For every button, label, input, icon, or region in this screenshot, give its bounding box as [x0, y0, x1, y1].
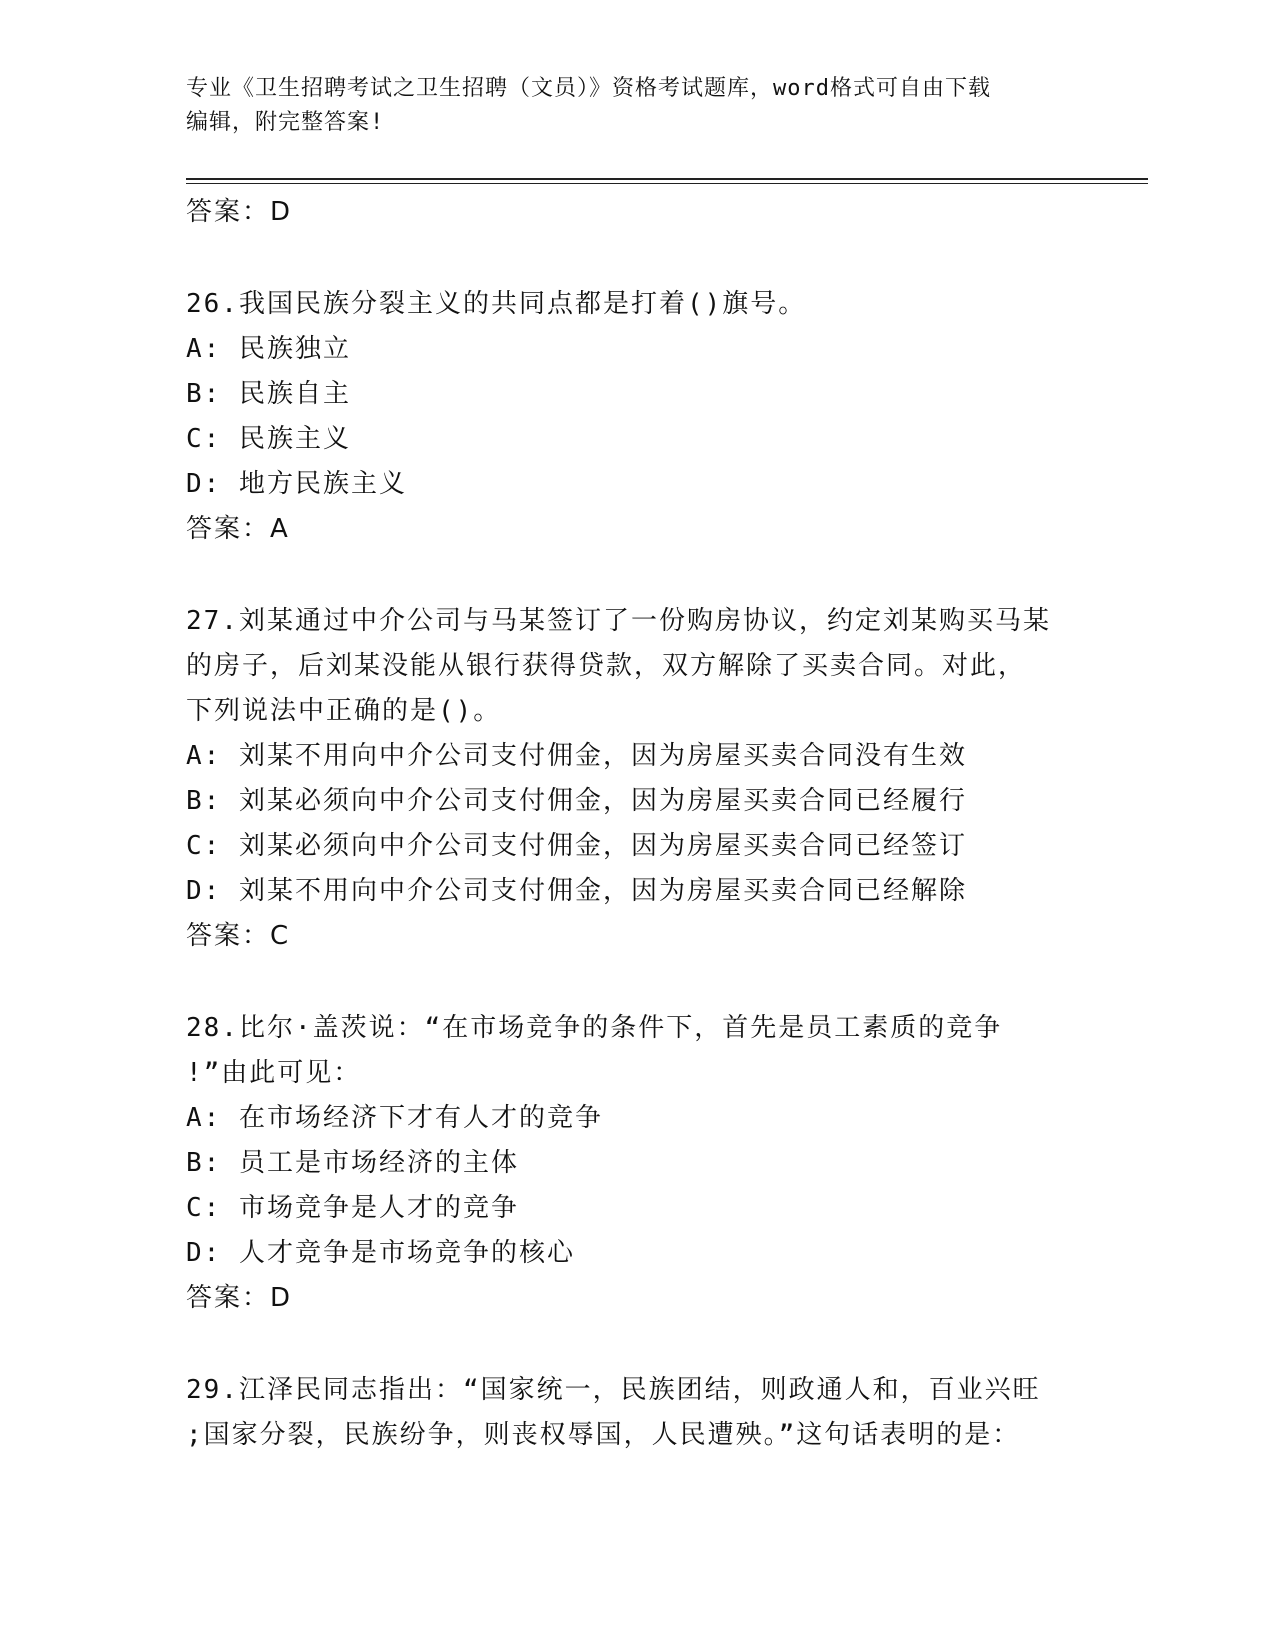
question-text: 29.江泽民同志指出：“国家统一，民族团结，则政通人和，百业兴旺 [186, 1375, 1041, 1405]
question-26 [186, 282, 1146, 552]
answer: 答案：D [186, 1283, 293, 1313]
question-text: 28.比尔·盖茨说：“在市场竞争的条件下，首先是员工素质的竞争 [186, 1013, 1003, 1043]
option-b: B: 员工是市场经济的主体 [186, 1148, 519, 1178]
option-a: A: 民族独立 [186, 334, 351, 364]
option-b: B: 民族自主 [186, 379, 351, 409]
option-a: A: 刘某不用向中介公司支付佣金，因为房屋买卖合同没有生效 [186, 741, 967, 771]
document-header [186, 72, 1086, 140]
question-text: 26.我国民族分裂主义的共同点都是打着()旗号。 [186, 289, 807, 319]
question-text: !”由此可见： [186, 1058, 362, 1088]
answer: 答案：C [186, 921, 291, 951]
header-rule-thick [186, 178, 1148, 180]
option-d: D: 地方民族主义 [186, 469, 407, 499]
answer: 答案：A [186, 514, 290, 544]
question-text: 27.刘某通过中介公司与马某签订了一份购房协议，约定刘某购买马某 [186, 606, 1051, 636]
question-29 [186, 1368, 1146, 1458]
question-list [186, 190, 1146, 1458]
option-c: C: 刘某必须向中介公司支付佣金，因为房屋买卖合同已经签订 [186, 831, 967, 861]
question-28 [186, 1006, 1146, 1321]
question-text: ;国家分裂，民族纷争，则丧权辱国，人民遭殃。”这句话表明的是： [186, 1420, 1021, 1450]
option-c: C: 市场竞争是人才的竞争 [186, 1193, 519, 1223]
option-d: D: 人才竞争是市场竞争的核心 [186, 1238, 575, 1268]
previous-answer: 答案：D [186, 197, 293, 227]
question-27 [186, 599, 1146, 959]
option-a: A: 在市场经济下才有人才的竞争 [186, 1103, 603, 1133]
header-line-2: 编辑，附完整答案! [186, 110, 385, 135]
option-c: C: 民族主义 [186, 424, 351, 454]
header-line-1: 专业《卫生招聘考试之卫生招聘（文员）》资格考试题库，word格式可自由下载 [186, 76, 991, 101]
header-rule-thin [186, 183, 1148, 184]
question-text: 下列说法中正确的是()。 [186, 696, 502, 726]
question-text: 的房子，后刘某没能从银行获得贷款，双方解除了买卖合同。对此， [186, 651, 1027, 681]
option-b: B: 刘某必须向中介公司支付佣金，因为房屋买卖合同已经履行 [186, 786, 967, 816]
option-d: D: 刘某不用向中介公司支付佣金，因为房屋买卖合同已经解除 [186, 876, 967, 906]
